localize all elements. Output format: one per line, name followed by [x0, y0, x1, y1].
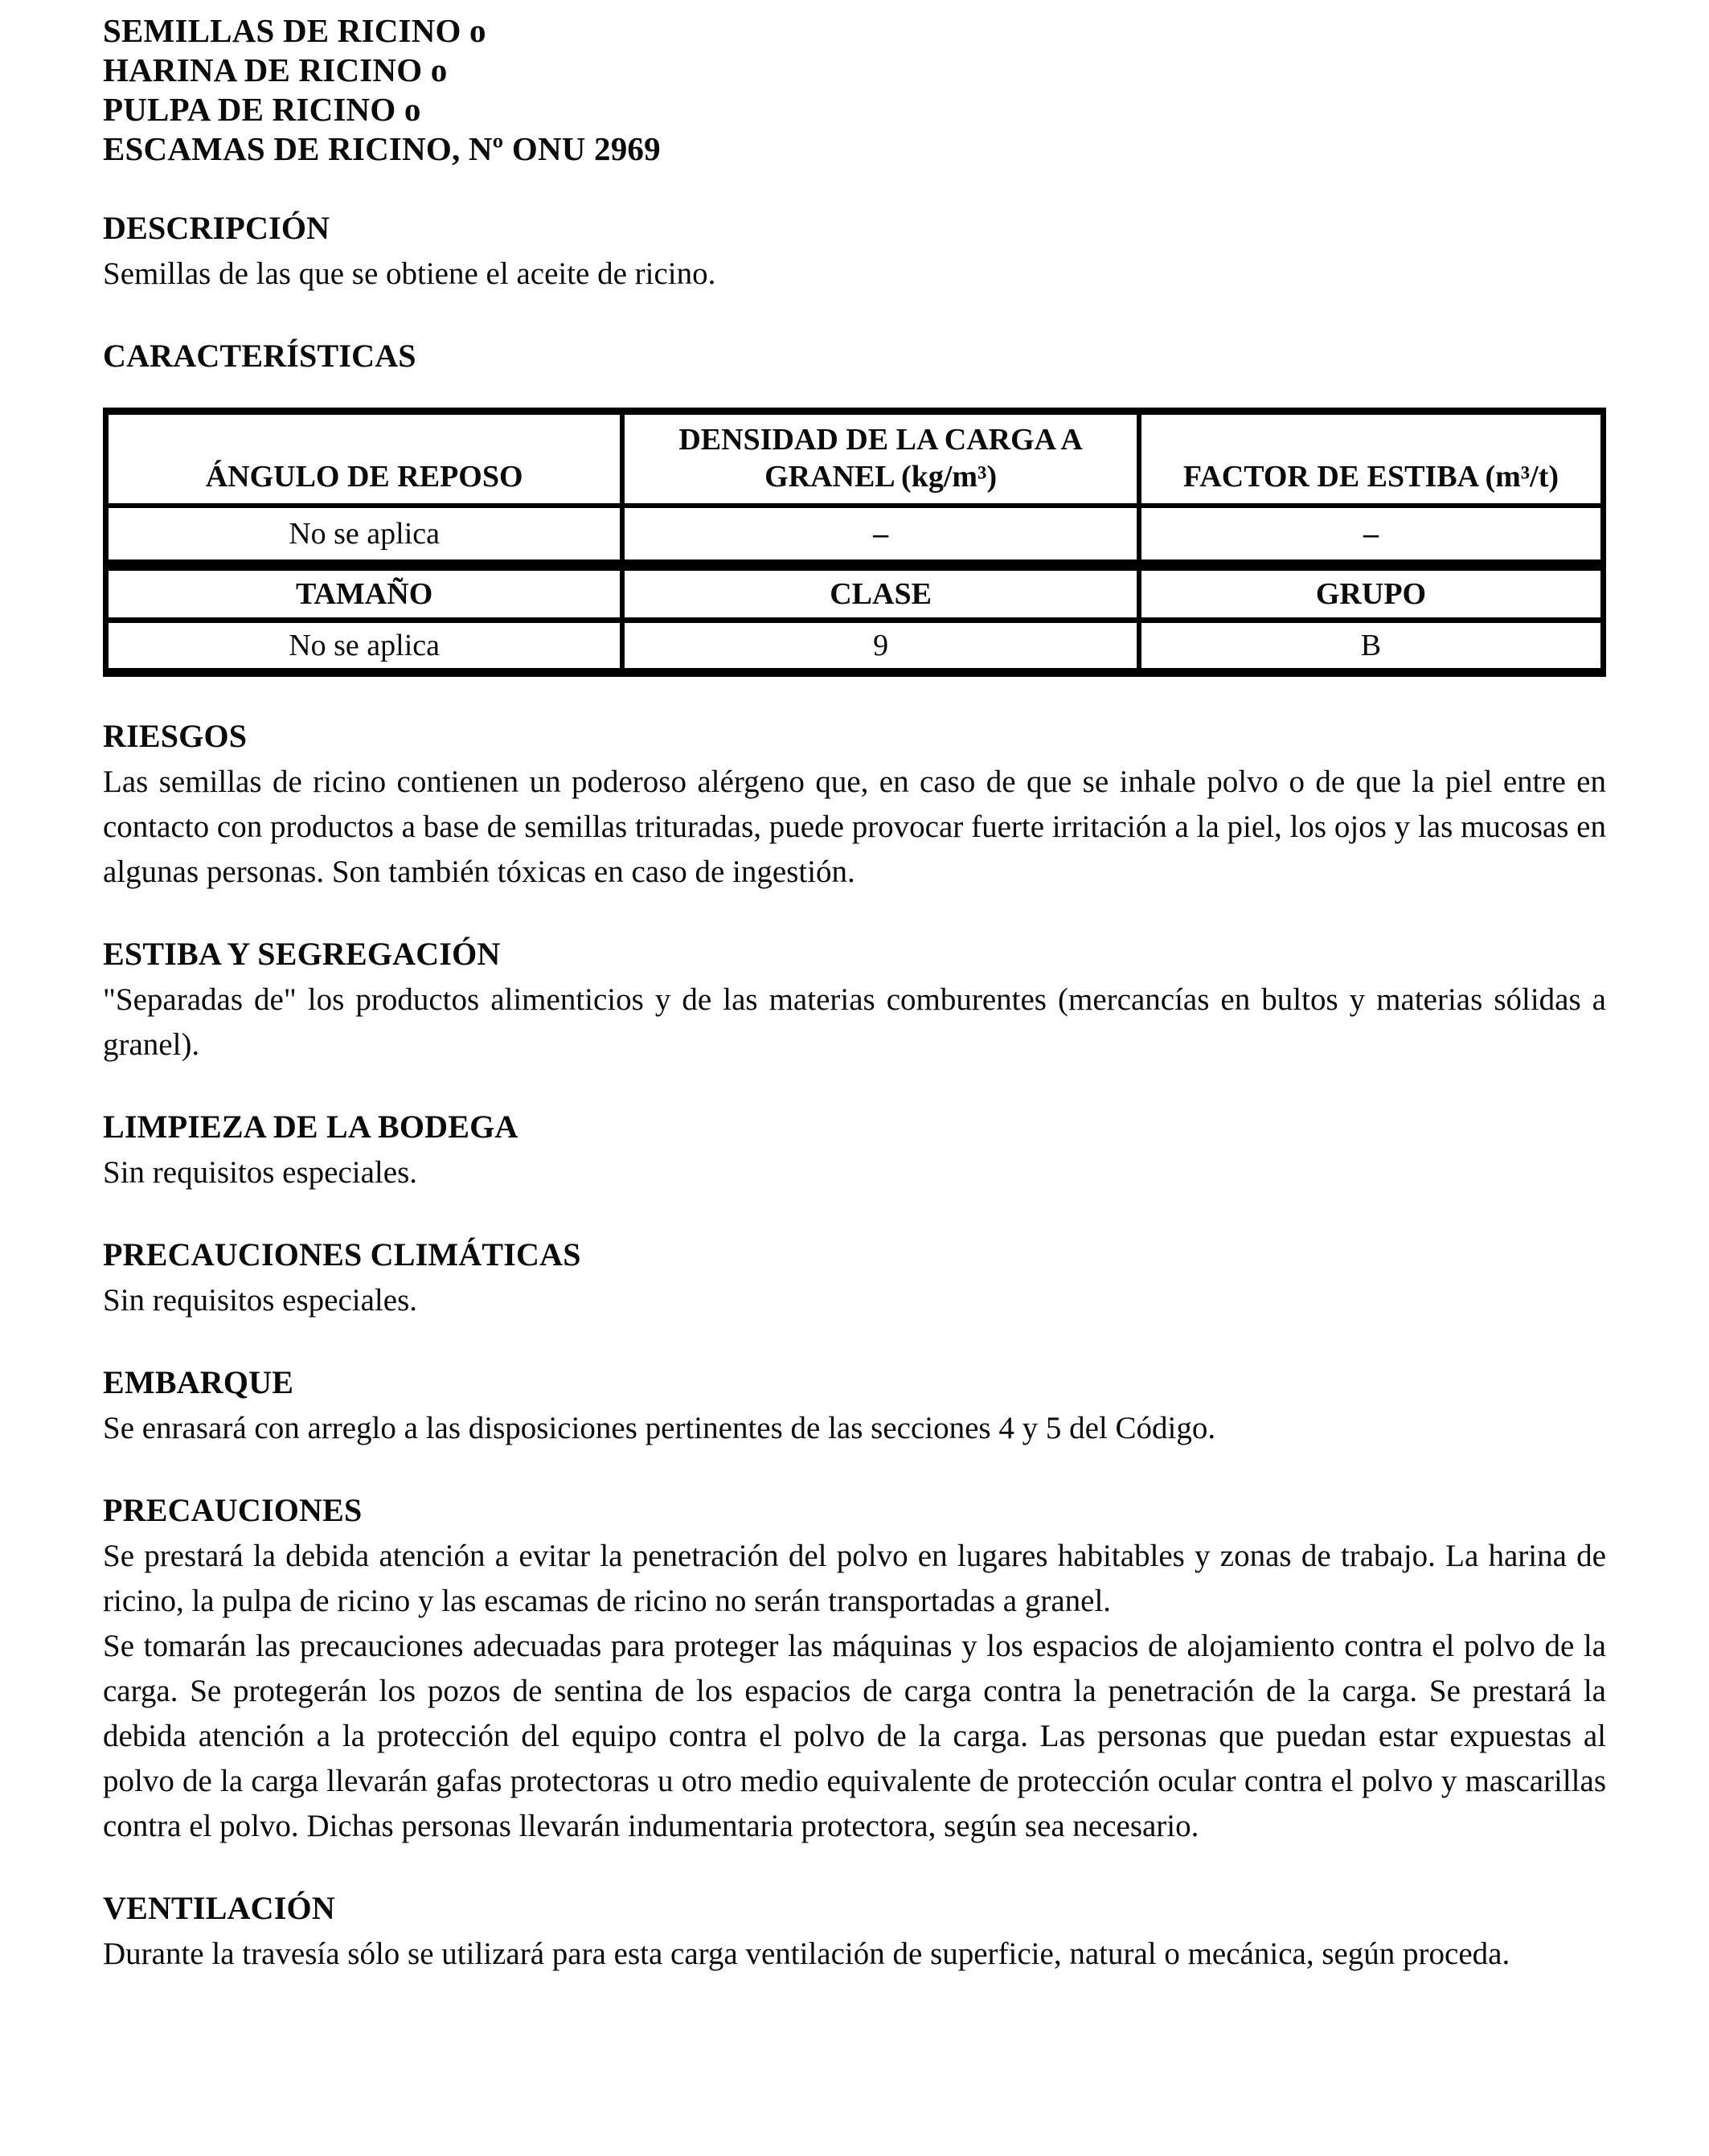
section-caracteristicas	[103, 338, 1606, 677]
value-factor-de-estiba: –	[1139, 506, 1604, 565]
heading-caracteristicas: CARACTERÍSTICAS	[103, 338, 416, 374]
section-precauciones-climaticas	[103, 1237, 1606, 1323]
table-data-row-1	[106, 506, 1604, 565]
characteristics-table	[103, 408, 1606, 677]
heading-limpieza-de-la-bodega: LIMPIEZA DE LA BODEGA	[103, 1109, 518, 1145]
body-precauciones-parrafo-2: Se tomarán las precauciones adecuadas para proteger las máquinas y los espacios de alojamiento contra el polvo de la carga. Se protegerán los pozos de sentina de los espacios de carga contra la penetración de la carga. Se prestará la debida atención a la protección del equipo contra el polvo de la carga. Las personas que puedan estar expuestas al polvo de la carga llevarán gafas protectoras u otro medio equivalente de protección ocular contra el polvo y mascarillas contra el polvo. Dichas personas llevarán indumentaria protectora, según sea necesario.	[103, 1629, 1606, 1843]
characteristics-table-wrap	[103, 408, 1606, 677]
table-header-row-1	[106, 412, 1604, 506]
header-angulo-de-reposo: ÁNGULO DE REPOSO	[106, 412, 623, 506]
section-embarque	[103, 1365, 1606, 1451]
heading-riesgos: RIESGOS	[103, 718, 248, 754]
body-limpieza-de-la-bodega: Sin requisitos especiales.	[103, 1155, 418, 1190]
body-estiba-y-segregacion: "Separadas de" los productos alimenticios y de las materias comburentes (mercancías en bultos y materias sólidas a granel).	[103, 982, 1606, 1062]
section-riesgos	[103, 719, 1606, 895]
section-precauciones	[103, 1493, 1606, 1849]
value-tamano: No se aplica	[289, 629, 441, 662]
header-grupo: GRUPO	[1139, 565, 1604, 621]
body-riesgos: Las semillas de ricino contienen un poderoso alérgeno que, en caso de que se inhale polvo o de que la piel entre en contacto con productos a base de semillas trituradas, puede provocar fuerte irritación a la piel, los ojos y las mucosas en algunas personas. Son también tóxicas en caso de ingestión.	[103, 764, 1606, 889]
body-ventilacion: Durante la travesía sólo se utilizará para esta carga ventilación de superficie, natural o mecánica, según proceda.	[103, 1937, 1510, 1971]
header-factor-de-estiba: FACTOR DE ESTIBA (m³/t)	[1139, 412, 1604, 506]
heading-precauciones-climaticas: PRECAUCIONES CLIMÁTICAS	[103, 1236, 581, 1273]
heading-precauciones: PRECAUCIONES	[103, 1492, 363, 1528]
heading-ventilacion: VENTILACIÓN	[103, 1890, 335, 1926]
title-line-4: ESCAMAS DE RICINO, Nº ONU 2969	[103, 130, 661, 167]
value-grupo: B	[1139, 621, 1604, 673]
value-densidad-carga-granel: –	[622, 506, 1139, 565]
table-header-row-2	[106, 565, 1604, 621]
cargo-title-block	[103, 11, 1606, 169]
section-descripcion	[103, 211, 1606, 297]
heading-descripcion: DESCRIPCIÓN	[103, 210, 330, 246]
title-line-3: PULPA DE RICINO o	[103, 91, 421, 128]
header-clase: CLASE	[622, 565, 1139, 621]
header-densidad-carga-granel: DENSIDAD DE LA CARGA A GRANEL (kg/m³)	[622, 412, 1139, 506]
section-limpieza-de-la-bodega	[103, 1109, 1606, 1195]
heading-embarque: EMBARQUE	[103, 1364, 294, 1400]
body-embarque: Se enrasará con arreglo a las disposiciones pertinentes de las secciones 4 y 5 del Código.	[103, 1411, 1216, 1445]
title-line-2: HARINA DE RICINO o	[103, 51, 448, 88]
section-ventilacion	[103, 1891, 1606, 1977]
body-precauciones-climaticas: Sin requisitos especiales.	[103, 1283, 418, 1318]
section-estiba-y-segregacion	[103, 937, 1606, 1068]
title-line-1: SEMILLAS DE RICINO o	[103, 12, 486, 49]
table-data-row-2	[106, 621, 1604, 673]
body-descripcion: Semillas de las que se obtiene el aceite de ricino.	[103, 256, 716, 291]
value-clase: 9	[622, 621, 1139, 673]
body-precauciones-parrafo-1: Se prestará la debida atención a evitar la penetración del polvo en lugares habitables y zonas de trabajo. La harina de ricino, la pulpa de ricino y las escamas de ricino no serán transportadas a granel.	[103, 1539, 1606, 1618]
heading-estiba-y-segregacion: ESTIBA Y SEGREGACIÓN	[103, 936, 501, 972]
value-angulo-de-reposo: No se aplica	[106, 506, 623, 565]
header-tamano: TAMAÑO	[106, 565, 623, 621]
